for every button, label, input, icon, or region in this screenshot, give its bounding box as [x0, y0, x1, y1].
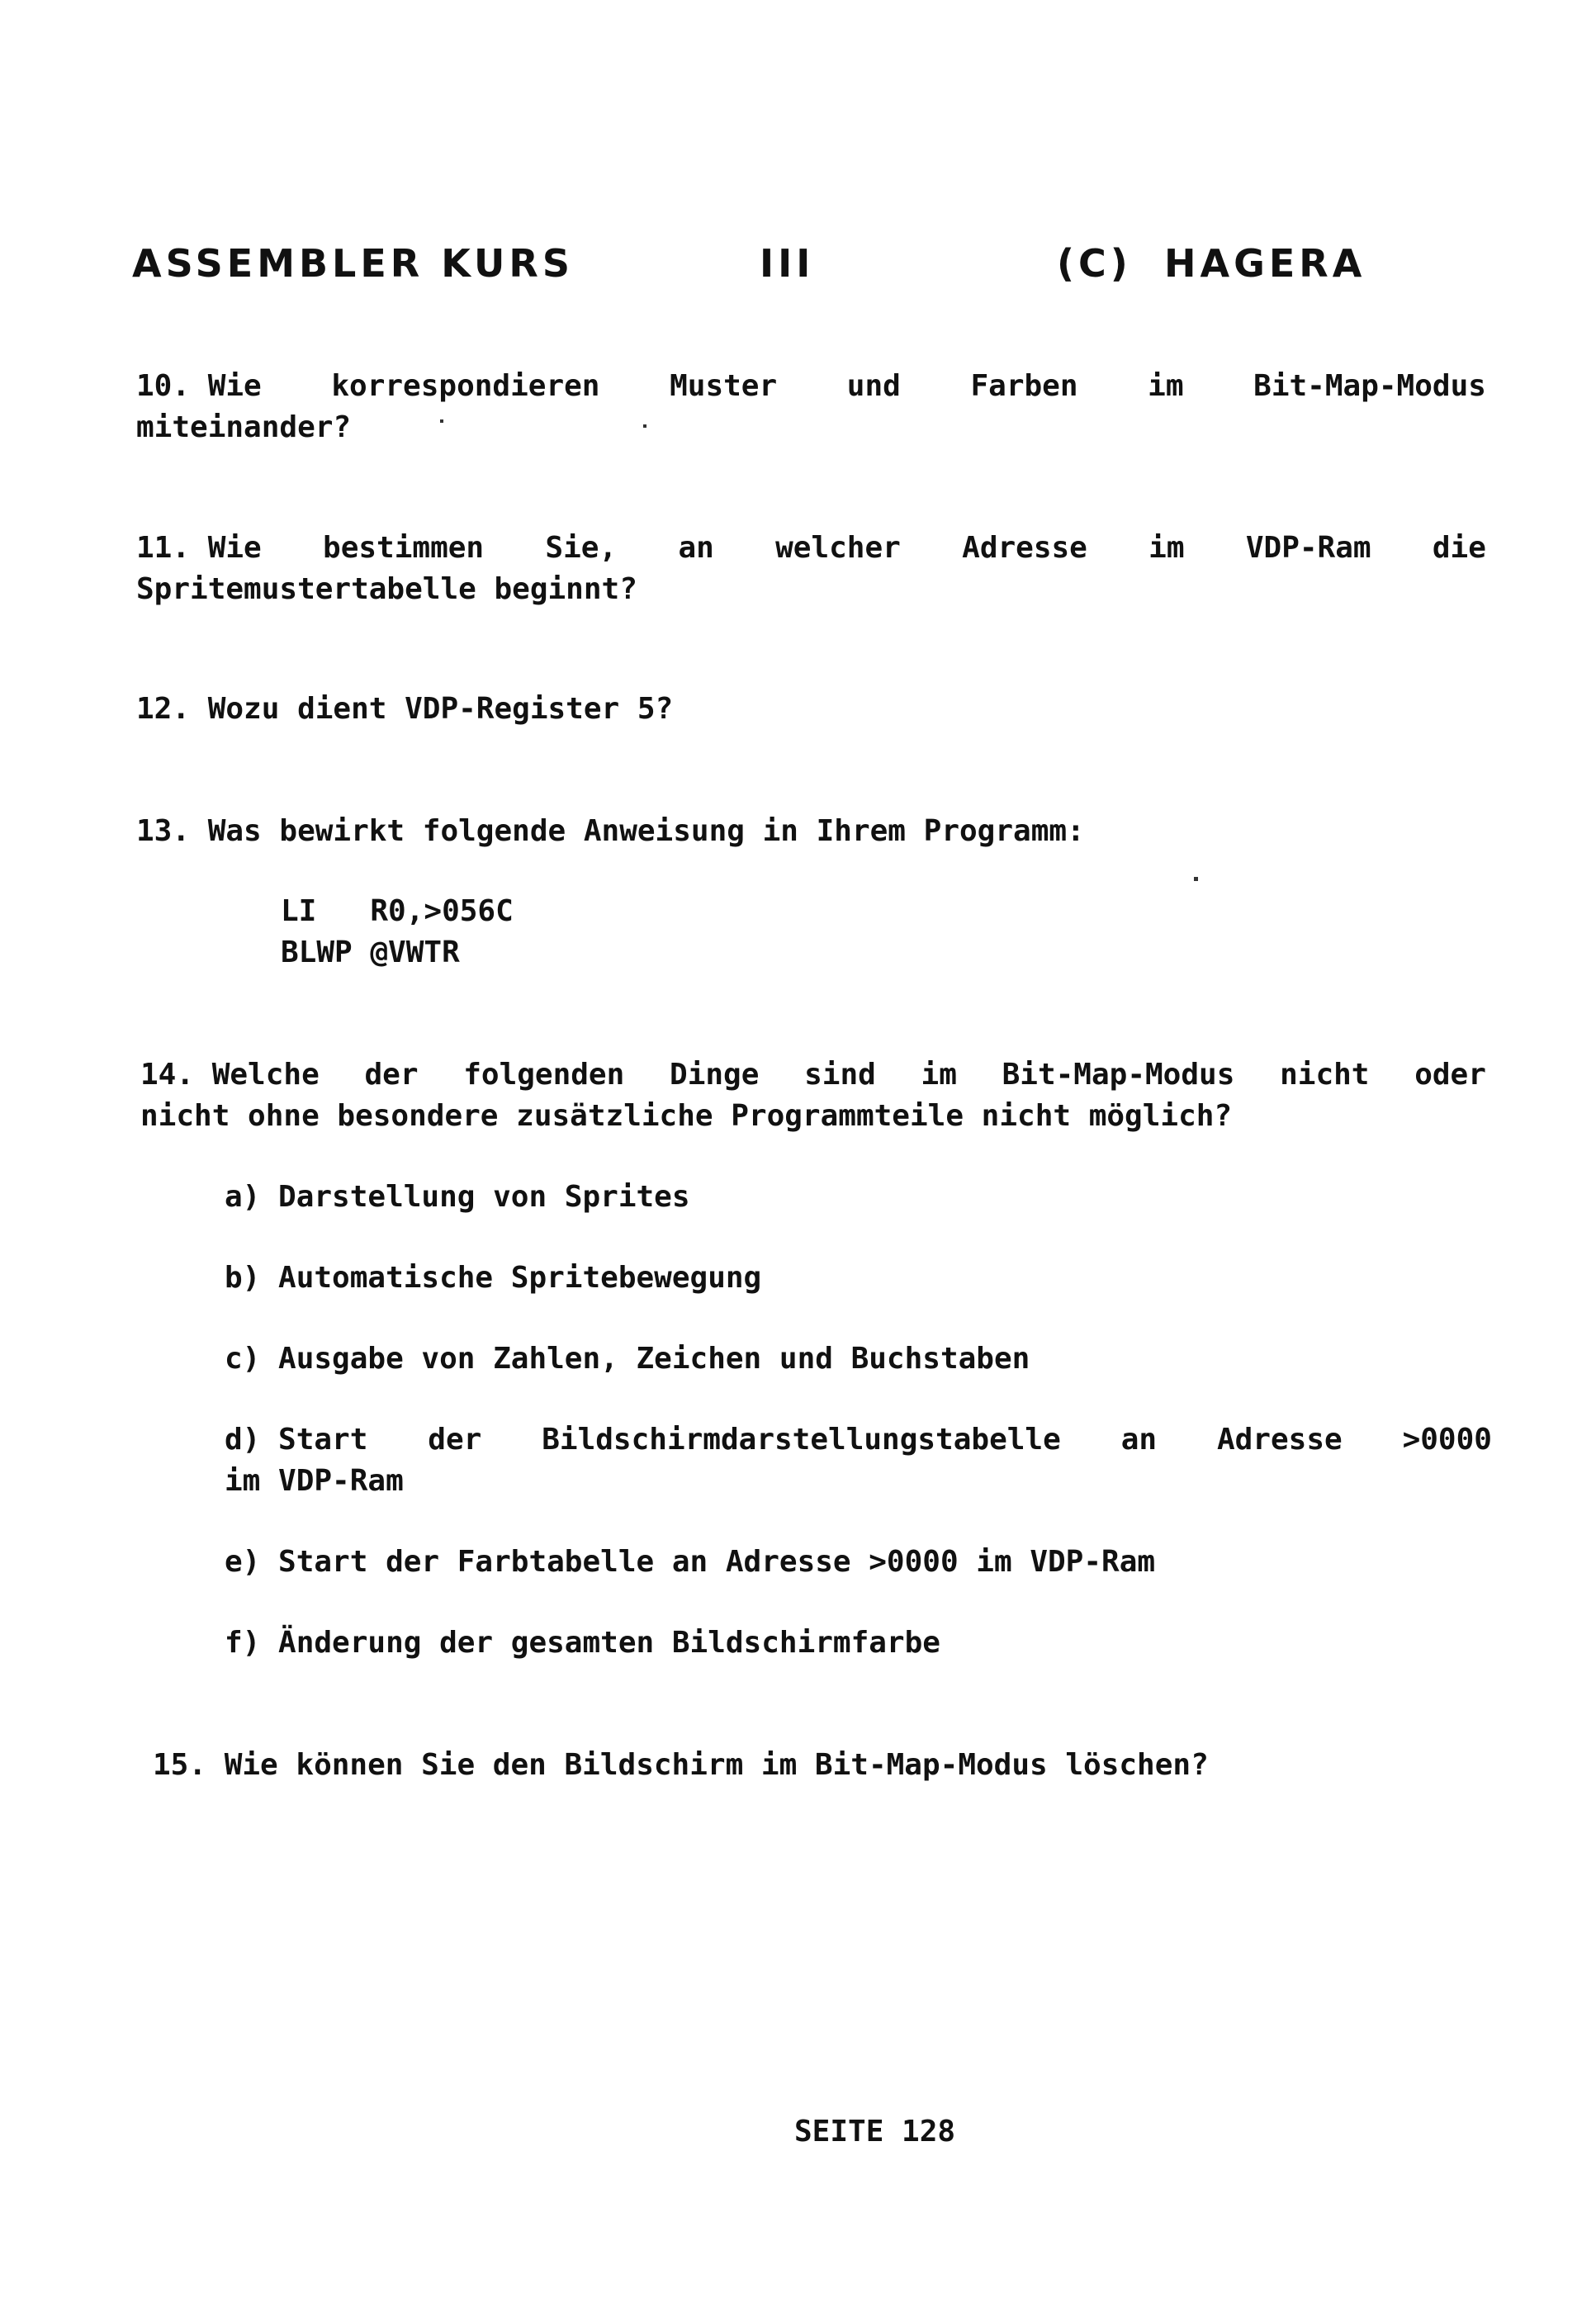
scan-speck	[643, 424, 646, 428]
option-d-line1: d) Start der Bildschirmdarstellungstabelle an Adresse >0000	[225, 1423, 1492, 1457]
question-14-line1: 14. Welche der folgenden Dinge sind im Bit-Map-Modus nicht oder	[140, 1058, 1486, 1092]
question-10-line2: miteinander?	[136, 410, 352, 444]
page-number: SEITE 128	[794, 2115, 956, 2149]
page-header	[132, 241, 1420, 291]
author-name: HAGERA	[1164, 241, 1366, 286]
course-title: ASSEMBLER KURS	[132, 241, 574, 286]
question-15: 15. Wie können Sie den Bildschirm im Bit-Map-Modus löschen?	[153, 1748, 1209, 1782]
course-volume: III	[760, 241, 815, 286]
question-14-line2: nicht ohne besondere zusätzliche Programmteile nicht möglich?	[140, 1099, 1233, 1133]
option-e: e) Start der Farbtabelle an Adresse >0000 im VDP-Ram	[225, 1545, 1156, 1579]
option-c: c) Ausgabe von Zahlen, Zeichen und Buchstaben	[225, 1342, 1030, 1376]
question-12: 12. Wozu dient VDP-Register 5?	[136, 692, 674, 726]
option-f: f) Änderung der gesamten Bildschirmfarbe	[225, 1626, 940, 1660]
question-13: 13. Was bewirkt folgende Anweisung in Ihrem Programm:	[136, 814, 1085, 848]
question-11-line1: 11. Wie bestimmen Sie, an welcher Adresse im VDP-Ram die	[136, 531, 1486, 565]
scan-speck	[1194, 877, 1198, 881]
option-b: b) Automatische Spritebewegung	[225, 1261, 762, 1295]
option-d-line2: im VDP-Ram	[225, 1464, 404, 1498]
copyright-mark: (C)	[1057, 241, 1132, 286]
option-a: a) Darstellung von Sprites	[225, 1180, 690, 1214]
code-line-2: BLWP @VWTR	[281, 936, 460, 969]
code-line-1: LI R0,>056C	[281, 894, 514, 928]
question-11-line2: Spritemustertabelle beginnt?	[136, 572, 637, 606]
scan-speck	[440, 419, 443, 423]
question-10-line1: 10. Wie korrespondieren Muster und Farben im Bit-Map-Modus	[136, 369, 1486, 403]
